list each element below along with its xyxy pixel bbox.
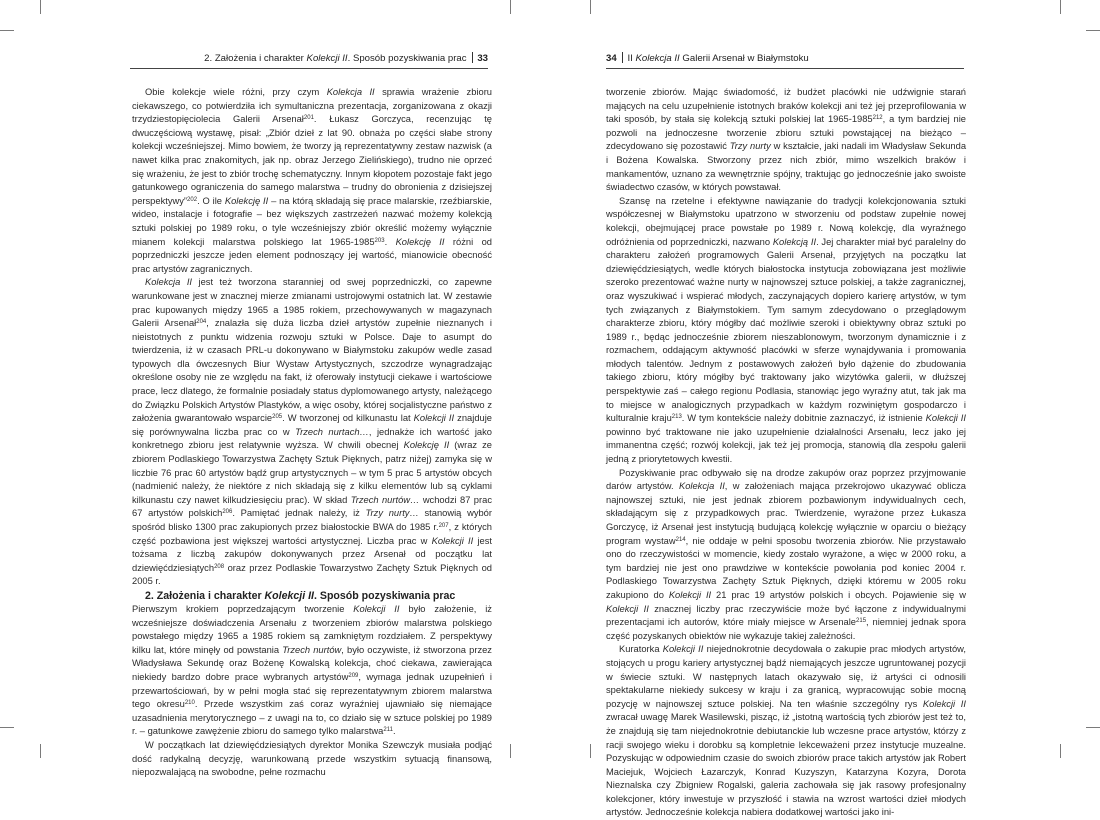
text-run: znacznej liczby prac rzeczywiście może być łączone z indywidualnymi prezentacjami ich autorów, które miały miejsce w Arsenale bbox=[606, 603, 966, 628]
italic-run: Kolekcji II bbox=[353, 603, 400, 614]
footnote-ref: 204 bbox=[196, 319, 207, 326]
text-run: Pozyskiwanie prac odbywało się na drodze zakupów oraz poprzez przyjmowanie darów artystów. bbox=[606, 467, 966, 492]
page-number: 34 bbox=[606, 53, 617, 64]
italic-run: Trzech nurtów bbox=[282, 644, 342, 655]
text-run: tworzenie zbiorów. Mając świadomość, iż budżet placówki nie udźwignie starań mających na celu uzupełnienie istotnych braków kolekcji ani też jej przeprofilowania w taki sposób, by stała się kolekcją sztuki polskiej lat 1965-1985 bbox=[606, 87, 966, 125]
text-run: Kuratorka bbox=[619, 644, 663, 655]
italic-run: Kolekcja II bbox=[145, 277, 193, 288]
footnote-ref: 209 bbox=[348, 672, 359, 679]
paragraph bbox=[132, 603, 492, 739]
text-run: . Pamiętać jednak należy, iż bbox=[232, 508, 366, 519]
text-run: Szansę na rzetelne i efektywne nawiązanie do tradycji kolekcjonowania sztuki współczesnej w Białymstoku upatrzono w stworzeniu od podstaw zupełnie nowej kolekcji, obejmującej prace powstałe po 1989 r. Nową kolekcję, dla wyraźnego odróżnienia od poprzedniczki, nazwano bbox=[606, 195, 966, 247]
body-text bbox=[132, 86, 492, 780]
section-heading bbox=[132, 589, 492, 603]
paragraph bbox=[606, 643, 966, 820]
running-header bbox=[606, 52, 964, 65]
text-run: jest też tworzona staranniej od swej poprzedniczki, co zapewne warunkowane jest w znacznej mierze zmianami ustrojowymi ostatnich lat. W zestawie prac kupowanych między 1965 a 1985 rokiem, przechowywanych w magazynach Galerii Arsenał bbox=[132, 277, 492, 329]
running-header bbox=[130, 52, 488, 65]
footnote-ref: 211 bbox=[383, 727, 393, 734]
text-run: powinno być traktowane nie jako uzupełnienie działalności Arsenału, lecz jako jej immanentna część; rozwój kolekcji, jak też jej promocja, stanowią dla zespołu galerii jedną z priorytetowych kwestii. bbox=[606, 426, 966, 465]
text-run: . bbox=[392, 726, 396, 737]
text-run: sprawia wrażenie zbioru ciekawszego, co potwierdziła ich symultaniczna prezentacja, zorganizowana z okazji trzydziestopięciolecia Galerii Arsenał bbox=[132, 87, 493, 125]
text-run: niejednokrotnie decydowała o zakupie prac młodych artystów, stojących u progu kariery artystycznej bądź niemających jeszcze ugruntowanej pozycji w świecie sztuki. W następnych latach okazywało się, iż artyści ci odnosili spektakularne niekiedy sukcesy w kraju i za granicą, wypracowując sobie mocną pozycję w najnowszej sztuce polskiej. Na ten właśnie szczególny rys bbox=[606, 644, 966, 709]
italic-run: Trzy nurty… bbox=[365, 508, 419, 519]
footnote-ref: 212 bbox=[872, 115, 883, 122]
footnote-ref: 203 bbox=[374, 237, 385, 244]
right-page bbox=[550, 0, 1100, 818]
text-run: . Przede wszystkim zaś coraz wyraźniej ujawniało się niemające uzasadnienia merytorycznego – z uwagi na to, co działo się w sztuce polskiej po 1989 r. – gatunkowe zawężenie zbioru do samego tylko malarstwa bbox=[132, 699, 493, 737]
text-run: . W tym kontekście należy dobitnie zaznaczyć, iż istnienie bbox=[681, 413, 926, 424]
text-run: Obie kolekcje wiele różni, przy czym bbox=[145, 87, 327, 97]
text-run: (wraz ze zbiorem Podlaskiego Towarzystwa Zachęty Sztuk Pięknych, patrz niżej) zamyka się w liczbie 76 prac 60 artystów bądź grup artystycznych – w tym 5 prac 5 artystów obcych (nadmienić należy, że niektóre z nich składają się z kilku elementów lub są cyklami kilkunastu czy nawet kilkudziesięciu prac). W skład bbox=[132, 440, 493, 505]
text-run: wchodzi 87 prac 67 artystów polskich bbox=[132, 494, 492, 519]
text-run: 21 prac 19 artystów polskich i obcych. Pojawienie się w bbox=[711, 589, 966, 600]
italic-run: Trzech nurtach… bbox=[295, 426, 369, 437]
text-run: , z których część pozbawiona jest większej wartości artystycznej. Liczba prac w bbox=[132, 522, 492, 546]
footnote-ref: 202 bbox=[187, 196, 198, 203]
text-run: , jednakże ich wartość jako konkretnego zbioru jest relatywnie wyższa. W chwili obecnej bbox=[132, 426, 492, 451]
page-number: 33 bbox=[477, 53, 488, 64]
header-italic: Kolekcja II bbox=[635, 53, 680, 64]
header-divider bbox=[622, 52, 623, 63]
footnote-ref: 213 bbox=[671, 414, 682, 421]
italic-run: Kolekcji II bbox=[431, 535, 474, 546]
italic-run: Kolekcją II bbox=[772, 236, 817, 247]
italic-run: Trzech nurtów… bbox=[350, 494, 420, 505]
paragraph bbox=[132, 276, 492, 589]
italic-run: Kolekcję II bbox=[224, 195, 269, 206]
text-run: oraz przez Podlaskie Towarzystwo Zachęty Sztuk Pięknych od 2005 r. bbox=[132, 562, 492, 587]
footnote-ref: 206 bbox=[222, 509, 233, 516]
header-part: II bbox=[627, 53, 636, 64]
header-divider bbox=[472, 52, 473, 63]
footnote-ref: 201 bbox=[303, 115, 314, 122]
text-run: . Łukasz Gorczyca, recenzując tę dwuczęściową wystawę, pisał: „Zbiór dzieł z lat 90. obnaża po części słabe strony kolekcji wcześniejszej. Mimo bowiem, że tworzy ją reprezentatywny zestaw nazwisk (a nawet kilka prac znakomitych, jak np. obraz Jerzego Zielińskiego), trudno nie oprzeć się wrażeniu, że jest to zbiór trochę schematyczny. Innym kłopotem pozostaje fakt jego gatunkowego ograniczenia do samego malarstwa – trudny do obronienia z dzisiejszej perspektywy” bbox=[132, 114, 492, 206]
text-run: , w założeniach mająca przekrojowo ukazywać oblicza najnowszej sztuki, nie jest jednak zbiorem pozbawionym indywidualnych cech, składającym się z przypadkowych prac. Twierdzenie, wyrażone przez Łukasza Gorczycę, iż Arsenał jest instytucją budującą kolekcję wyłącznie w oparciu o bieżący program wystaw bbox=[606, 481, 967, 546]
italic-run: Kolekcji II bbox=[413, 413, 455, 424]
text-run: . O ile bbox=[197, 195, 225, 206]
paragraph bbox=[606, 86, 966, 195]
text-run: – na którą składają się prace malarskie, rzeźbiarskie, wideo, instalacje i fotografie – bez większych zastrzeżeń nazwać możemy kolekcją sztuki polskiej po 1989 roku, o tyle wcześniejszy zbiór określić możemy wyłącznie mianem kolekcji malarstwa polskiego lat 1965-1985 bbox=[132, 195, 493, 247]
section-heading-prefix: 2. Założenia i charakter bbox=[145, 589, 265, 602]
left-page bbox=[0, 0, 550, 778]
footnote-ref: 205 bbox=[272, 414, 283, 421]
text-run: , niemniej jednak spora część pozyskanych obiektów nie wykazuje takiej zależności. bbox=[606, 617, 966, 641]
italic-run: Kolekcja II bbox=[326, 87, 375, 97]
text-run: , wymaga jednak uzupełnień i przewartościowań, by w pełni mogła stać się reprezentatywnym zbiorem malarstwa tego okresu bbox=[132, 671, 492, 710]
italic-run: Trzy nurty bbox=[729, 141, 771, 152]
text-run: . Jej charakter miał być paralelny do charakteru założeń programowych Galerii Arsenał, przyjętych na początku lat dziewięćdziesiątych, wedle których białostocka instytucja zobowiązana jest możliwie szeroko prezentować ważne nurty w najnowszej sztuce polskiej, a także zagranicznej, oraz wyszukiwać i wspierać młodych, zaczynających dopiero karierę artystów, w tym tych związanych z Białymstokiem. Tym samym zdecydowano o przeglądowym charakterze zbioru, który mógłby dać możliwie szeroki i obiektywny obraz sztuki po 1989 r., będąc jednocześnie zbiorem nieszablonowym, tworzonym dynamicznie i z rozmachem, oddającym aktywność placówki w sferze wynajdywania i promowania młodych talentów. Jednym z postawowych założeń było dążenie do zbudowania takiego zbioru, który mógłby być traktowany jako wizytówka galerii, w dłuższej perspektywie zaś – całego regionu Podlasia, stanowiąc jego wyraźny atut, tak jak ma to miejsce w analogicznych przypadkach w każdym rozwiniętym gospodarczo i kulturalnie kraju bbox=[606, 236, 967, 424]
text-run: w kształcie, jaki nadali im Władysław Sekunda i Bożena Kowalska. Stworzony przez nich zbiór, mimo wszelkich braków i mankamentów, uznano za wewnętrznie spójny, traktując go jednocześnie jako swoiste świadectwo czasów, w których powstawał. bbox=[606, 141, 967, 193]
paragraph bbox=[132, 739, 492, 780]
text-run: , było oczywiste, iż stworzona przez Władysława Sekundę oraz Bożenę Kowalską kolekcja, choć ciekawa, zawierająca niekiedy bardzo dobre prace wybranych artystów bbox=[132, 644, 492, 682]
text-run: . bbox=[384, 236, 396, 247]
paragraph bbox=[606, 195, 966, 467]
text-run: W początkach lat dziewięćdziesiątych dyrektor Monika Szewczyk musiała podjąć dość radykalną decyzję, warunkowaną przede wszystkim sytuacją finansową, niepozwalającą na swobodne, pełne rozmachu bbox=[132, 739, 492, 778]
footnote-ref: 207 bbox=[438, 523, 449, 529]
text-run: różni od poprzedniczki jeszcze jeden element podnoszący jej wartość, mianowicie obecność prac artystów zagranicznych. bbox=[132, 236, 492, 274]
text-run: Pierwszym krokiem poprzedzającym tworzenie bbox=[132, 603, 354, 614]
section-heading-italic: Kolekcji II bbox=[264, 589, 314, 602]
footnote-ref: 215 bbox=[856, 618, 867, 625]
italic-run: Kolekcję II bbox=[403, 440, 450, 451]
text-run: , nie oddaje w pełni sposobu tworzenia zbiorów. Nie przystawało ono do rzeczywistości w momencie, kiedy zostało wyrażone, a więc w 2000 roku, a tym bardziej nie jest ono prawdziwe w kontekście powołania pod koniec 2004 r. Podlaskiego Towarzystwa Zachęty Sztuk Pięknych, dzięki któremu w 2005 roku zakupiono do bbox=[606, 535, 966, 600]
text-run: , a tym bardziej nie pozwoli na jednoczesne tworzenie zbioru sztuki powstającej na bieżąco – zdecydowano się pozostawić bbox=[606, 114, 966, 152]
text-run: było założenie, iż wcześniejsze doświadczenia Arsenału z tworzeniem zbiorów malarstwa polskiego powstałego między 1965 a 1985 rokiem są zamkniętym rozdziałem. Z perspektywy kilku lat, które minęły od powstania bbox=[132, 603, 492, 655]
header-rule bbox=[606, 68, 964, 69]
italic-run: Kolekcji II bbox=[922, 698, 966, 709]
paragraph bbox=[132, 86, 492, 276]
italic-run: Kolekcji II bbox=[662, 644, 704, 655]
header-suffix: Galerii Arsenał w Białymstoku bbox=[679, 53, 809, 64]
footnote-ref: 208 bbox=[214, 563, 225, 570]
header-chapter-prefix: 2. Założenia i charakter bbox=[204, 53, 307, 64]
italic-run: Kolekcji II bbox=[668, 589, 712, 600]
italic-run: Kolekcji II bbox=[606, 603, 649, 614]
section-heading-suffix: . Sposób pozyskiwania prac bbox=[314, 589, 456, 602]
text-run: znajduje się porównywalna liczba prac co w bbox=[132, 413, 492, 437]
header-chapter-suffix: . Sposób pozyskiwania prac bbox=[347, 53, 467, 64]
text-run: zwracał uwagę Marek Wasilewski, pisząc, iż „istotną wartością tych zbiorów jest też to, że znajdują się tam niejednokrotnie debiutanckie lub wczesne prace artystów, którzy z racji swojego wieku i dorobku są kompletnie lekceważeni przez instytucje muzealne. Pozyskując w odpowiednim czasie do swoich zbiorów prace takich artystów jak Robert Maciejuk, Wojciech Łazarczyk, Konrad Kuzyszyn, Katarzyna Kozyra, Dorota Nieznalska czy Zbigniew Rogalski, galeria zachowała się jak rasowy profesjonalny kolekcjoner, który inwestuje w przyszłość i stawia na wzrost wartości dzieł młodych artystów. Jednocześnie kolekcja nabiera dodatkowej wartości jako ini- bbox=[606, 712, 966, 818]
text-run: jest tożsama z liczbą zakupów dokonywanych przez Arsenał od początku lat dziewięćdziesiątych bbox=[132, 535, 492, 573]
italic-run: Kolekcja II bbox=[678, 481, 725, 492]
header-rule bbox=[130, 68, 488, 69]
text-run: stanowią wybór spośród blisko 1300 prac zakupionych przez białostockie BWA do 1985 r. bbox=[132, 508, 492, 532]
text-run: , znalazła się duża liczba dzieł artystów zupełnie nieznanych i nieistotnych z punktu widzenia rozwoju sztuki w Polsce. Daje to asumpt do twierdzenia, iż w czasach PRL-u dokonywano w Białymstoku zakupów wedle zasad typowych dla ówczesnych Biur Wystaw Artystycznych, szczodrze wynagradzając określone osoby nie ze względu na fakt, iż oferowały instytucji ciekawe i wartościowe prace, lecz dlatego, że formalnie posiadały status dyplomowanego artysty, należącego do Związku Polskich Artystów Plastyków, a więc osoby, której socjalistyczne państwo z założenia gwarantowało wsparcie bbox=[132, 318, 492, 424]
footnote-ref: 214 bbox=[675, 536, 686, 543]
paragraph bbox=[606, 467, 966, 644]
text-run: . W tworzonej od kilkunastu lat bbox=[282, 413, 414, 424]
body-text bbox=[606, 86, 966, 820]
header-chapter-italic: Kolekcji II bbox=[306, 53, 348, 64]
italic-run: Kolekcji II bbox=[925, 413, 966, 424]
italic-run: Kolekcję II bbox=[395, 236, 445, 247]
footnote-ref: 210 bbox=[184, 700, 195, 707]
